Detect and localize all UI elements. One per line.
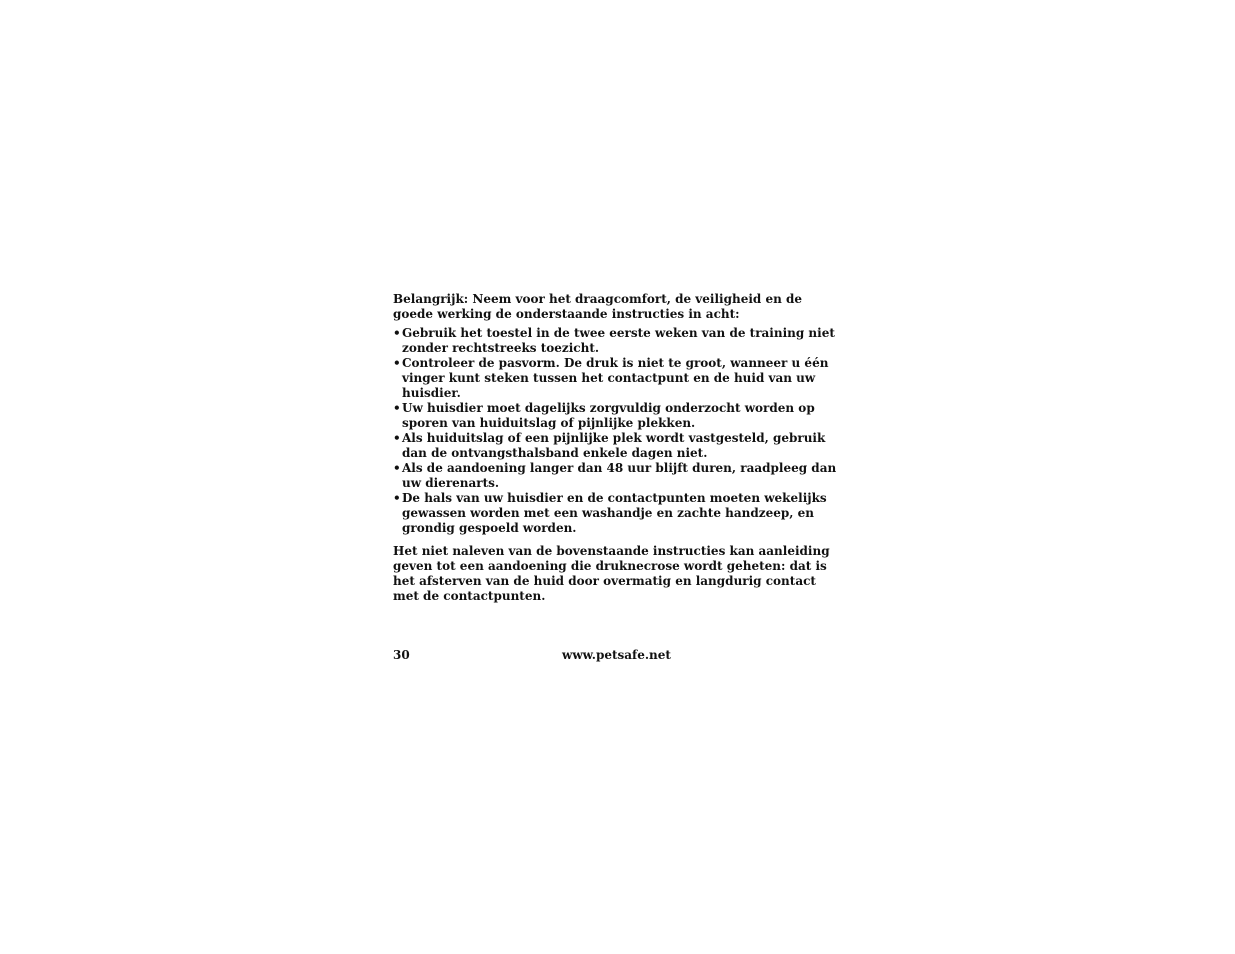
list-item — [393, 431, 843, 461]
bullet-marker: • — [393, 326, 401, 340]
document-body — [393, 292, 843, 604]
bullet-marker: • — [393, 356, 401, 370]
bullet-marker: • — [393, 461, 401, 475]
bullet-marker: • — [393, 401, 401, 415]
warning-paragraph: Het niet naleven van de bovenstaande instructies kan aanleiding geven tot een aandoening die druknecrose wordt geheten: dat is het afsterven van de huid door overmatig en langdurig contact met de contactpunten. — [393, 544, 830, 603]
bullet-marker: • — [393, 431, 401, 445]
list-item — [393, 491, 843, 536]
list-item — [393, 461, 843, 491]
list-item-text: Gebruik het toestel in de twee eerste weken van de training niet zonder rechtstreeks toezicht. — [402, 326, 835, 355]
intro-paragraph: Belangrijk: Neem voor het draagcomfort, de veiligheid en de goede werking de onderstaande instructies in acht: — [393, 292, 803, 321]
list-item-text: Als huiduitslag of een pijnlijke plek wordt vastgesteld, gebruik dan de ontvangsthalsband enkele dagen niet. — [402, 431, 826, 460]
footer-url: www.petsafe.net — [562, 648, 671, 662]
list-item-text: Als de aandoening langer dan 48 uur blijft duren, raadpleeg dan uw dierenarts. — [402, 461, 837, 490]
list-item-text: De hals van uw huisdier en de contactpunten moeten wekelijks gewassen worden met een washandje en zachte handzeep, en grondig gespoeld worden. — [402, 491, 827, 535]
list-item — [393, 401, 843, 431]
list-item-text: Uw huisdier moet dagelijks zorgvuldig onderzocht worden op sporen van huiduitslag of pijnlijke plekken. — [402, 401, 815, 430]
list-item — [393, 326, 843, 356]
page-number: 30 — [393, 648, 410, 662]
bullet-marker: • — [393, 491, 401, 505]
list-item — [393, 356, 843, 401]
instruction-list — [393, 326, 843, 536]
list-item-text: Controleer de pasvorm. De druk is niet te groot, wanneer u één vinger kunt steken tussen het contactpunt en de huid van uw huisdier. — [402, 356, 829, 400]
